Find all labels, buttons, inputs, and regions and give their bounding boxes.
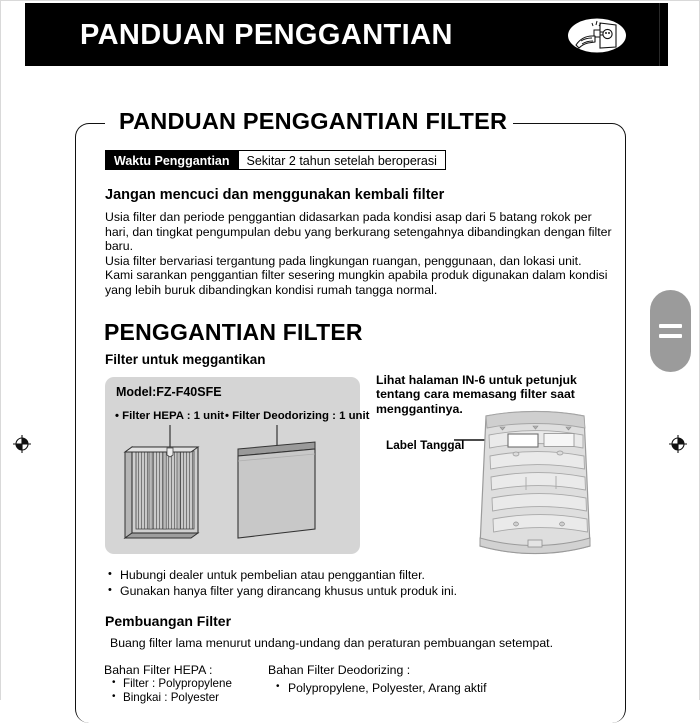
materials-hepa-list (112, 677, 232, 705)
replacement-time-value: Sekitar 2 tahun setelah beroperasi (239, 150, 446, 170)
grab-handle-bar (659, 324, 682, 328)
replacement-section-subheading: Filter untuk meggantikan (105, 352, 266, 367)
disposal-heading: Pembuangan Filter (105, 613, 232, 629)
replacement-time-label: Waktu Penggantian (105, 150, 239, 170)
list-item: • Bingkai : Polyester (112, 691, 232, 705)
filter-model-label: Model:FZ-F40SFE (116, 385, 222, 399)
warning-paragraph: Usia filter dan periode penggantian didasarkan pada kondisi asap dari 5 batang rokok per hari, dan tingkat pengumpulan debu yang berkurang setengahnya dibandingkan dengan filter baru. (105, 210, 612, 254)
list-item: • Gunakan hanya filter yang dirancang khusus untuk produk ini. (107, 583, 607, 599)
page-edge-top (0, 0, 700, 1)
warning-paragraphs (105, 210, 615, 298)
grab-handle-bar (659, 334, 682, 338)
list-item: • Filter : Polypropylene (112, 677, 232, 691)
page-banner (25, 3, 668, 66)
materials-deodorizing-list (276, 681, 487, 695)
banner-inner-rule (659, 3, 660, 66)
page-title: PANDUAN PENGGANTIAN FILTER (113, 108, 513, 135)
date-label-callout: Label Tanggal (386, 438, 465, 452)
filter-item-deodorizing: • Filter Deodorizing : 1 unit (225, 410, 370, 422)
replacement-time-strip (105, 150, 446, 170)
grab-handle[interactable] (650, 290, 691, 372)
replacement-section-heading: PENGGANTIAN FILTER (104, 319, 363, 345)
installation-note: Lihat halaman IN-6 untuk petunjuk tentang cara memasang filter saat menggantinya. (376, 373, 577, 416)
list-item: • Hubungi dealer untuk pembelian atau penggantian filter. (107, 567, 607, 583)
filter-illustrations (105, 425, 360, 554)
banner-title: PANDUAN PENGGANTIAN (80, 19, 453, 51)
disposal-text: Buang filter lama menurut undang-undang dan peraturan pembuangan setempat. (110, 636, 553, 650)
list-item: • Polypropylene, Polyester, Arang aktif (276, 681, 487, 695)
registration-mark-right (668, 434, 688, 454)
warning-paragraph: Usia filter bervariasi tergantung pada lingkungan ruangan, penggunaan, dan lokasi unit. (105, 253, 582, 268)
hand-unplugging-outlet-icon (566, 17, 628, 54)
materials-hepa-title: Bahan Filter HEPA : (104, 663, 213, 677)
rear-grille-panel-illustration (376, 406, 620, 564)
registration-mark-left (12, 434, 32, 454)
purchase-notes-list (107, 567, 607, 599)
warning-heading: Jangan mencuci dan menggunakan kembali filter (105, 187, 445, 203)
materials-deodorizing-title: Bahan Filter Deodorizing : (268, 663, 411, 677)
filter-item-hepa: • Filter HEPA : 1 unit (115, 410, 225, 422)
page-edge-left (0, 0, 1, 700)
warning-paragraph: Kami sarankan penggantian filter sesering mungkin apabila produk digunakan dalam kondisi yang lebih buruk dibandingkan kondisi rumah tangga normal. (105, 268, 608, 297)
filter-spec-card (105, 377, 370, 554)
